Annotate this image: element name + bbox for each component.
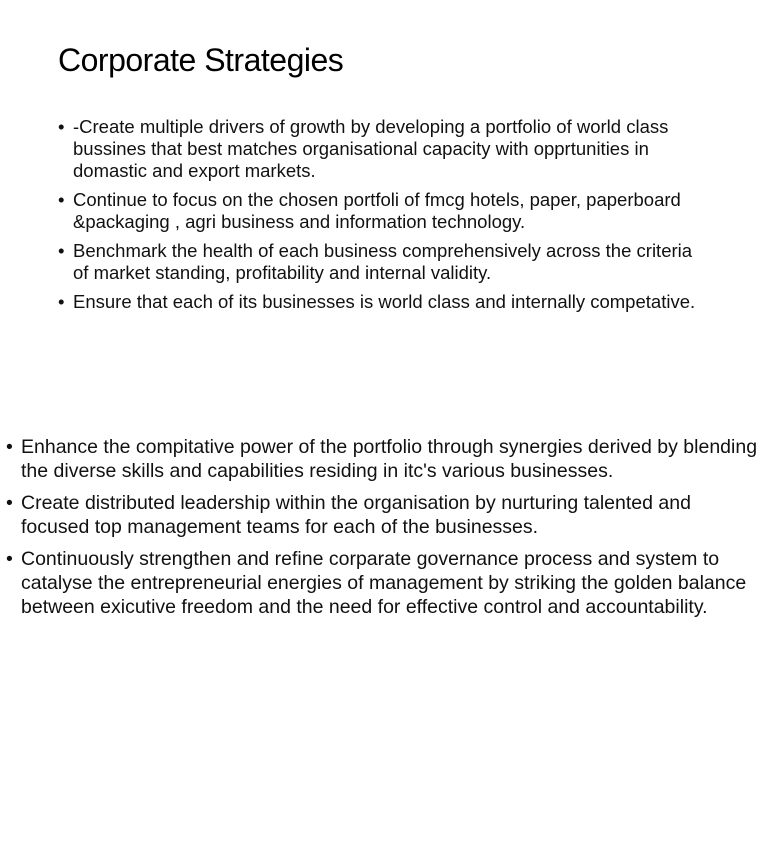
upper-bullet-list bbox=[58, 116, 698, 320]
list-item-text: Benchmark the health of each business comprehensively across the criteria of market standing, profitability and internal validity. bbox=[73, 239, 693, 283]
list-item bbox=[6, 491, 762, 539]
bullet-icon: • bbox=[58, 239, 65, 261]
lower-bullet-list bbox=[6, 435, 762, 627]
list-item-text: Ensure that each of its businesses is world class and internally competative. bbox=[73, 291, 696, 313]
list-item-text: Continue to focus on the chosen portfoli of fmcg hotels, paper, paperboard &packaging , agri business and information technology. bbox=[73, 188, 681, 232]
list-item-text: Continuously strengthen and refine corparate governance process and system to catalyse the entrepreneurial energies of management by striking the golden balance between exicutive freedom and the need for effective control and accountability. bbox=[21, 548, 747, 618]
bullet-icon: • bbox=[6, 492, 13, 514]
list-item-text: -Create multiple drivers of growth by developing a portfolio of world class bussines that best matches organisational capacity with opprtunities in domastic and export markets. bbox=[73, 116, 669, 181]
bullet-icon: • bbox=[58, 291, 65, 313]
bullet-icon: • bbox=[6, 436, 13, 458]
bullet-icon: • bbox=[58, 116, 65, 137]
list-item bbox=[58, 116, 698, 181]
list-item bbox=[58, 189, 698, 233]
slide-title: Corporate Strategies bbox=[58, 42, 344, 78]
list-item bbox=[58, 291, 698, 313]
list-item bbox=[6, 435, 762, 483]
list-item-text: Create distributed leadership within the organisation by nurturing talented and focused top management teams for each of the businesses. bbox=[21, 492, 691, 538]
list-item bbox=[6, 547, 762, 619]
bullet-icon: • bbox=[6, 548, 13, 570]
list-item bbox=[58, 240, 698, 284]
bullet-icon: • bbox=[58, 188, 65, 210]
list-item-text: Enhance the compitative power of the portfolio through synergies derived by blending the diverse skills and capabilities residing in itc's various businesses. bbox=[21, 436, 758, 482]
